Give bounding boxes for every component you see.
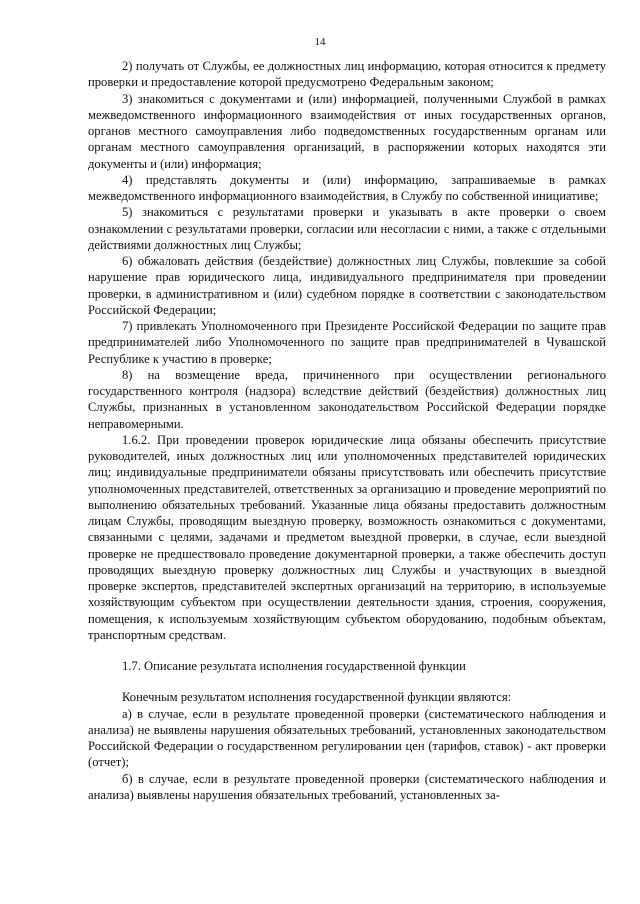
paragraph-result-b: б) в случае, если в результате проведенной проверки (систематического наблюдения и анализа) выявлены нарушения обязательных требований, установленных за- <box>88 771 606 802</box>
paragraph-item-5: 5) знакомиться с результатами проверки и указывать в акте проверки о своем ознакомлении с результатами проверки, согласии или несогласии с ними, а также с отдельными действиями должностных лиц Службы; <box>88 205 606 252</box>
document-body <box>88 58 606 803</box>
paragraph-item-3: 3) знакомиться с документами и (или) информацией, полученными Службой в рамках межведомственного информационного взаимодействия от иных государственных органов, органов местного самоуправления либо подведомственных государственным органам или органам местного самоуправления организаций, в распоряжении которых находятся эти документы и (или) информация; <box>88 91 606 171</box>
page-number: 14 <box>314 36 326 48</box>
section-heading: 1.7. Описание результата исполнения государственной функции <box>122 659 466 673</box>
paragraph-item-7: 7) привлекать Уполномоченного при Президенте Российской Федерации по защите прав предпринимателей либо Уполномоченного по защите прав предпринимателей в Чувашской Республике к участию в проверке; <box>88 319 606 366</box>
paragraph-item-8: 8) на возмещение вреда, причиненного при осуществлении регионального государственного контроля (надзора) вследствие действий (бездействия) должностных лиц Службы, признанных в установленном законодательством Российской Федерации порядке неправомерными. <box>88 367 606 431</box>
paragraph-result-a: а) в случае, если в результате проведенной проверки (систематического наблюдения и анализа) не выявлены нарушения обязательных требований, установленных законодательством Российской Федерации о государственном регулировании цен (тарифов, ставок) - акт проверки (отчет); <box>88 706 606 770</box>
paragraph-1-6-2: 1.6.2. При проведении проверок юридические лица обязаны обеспечить присутствие руководителей, иных должностных лиц или уполномоченных представителей юридических лиц; индивидуальные предприниматели обязаны присутствовать или обеспечить присутствие уполномоченных представителей, ответственных за организацию и проведение мероприятий по выполнению обязательных требований. Указанные лица обязаны предоставить должностным лицам Службы, проводящим выездную проверку, возможность ознакомиться с документами, связанными с целями, задачами и предметом выездной проверки, в случае, если выездной проверке не предшествовало проведение документарной проверки, а также обеспечить доступ проводящих выездную проверку должностных лиц Службы и участвующих в выездной проверке экспертов, представителей экспертных организаций на территорию, в используемые хозяйствующим субъектом при осуществлении деятельности здания, строения, сооружения, помещения, к используемым хозяйствующим субъектом оборудованию, подобным объектам, транспортным средствам. <box>88 432 606 642</box>
paragraph-item-2: 2) получать от Службы, ее должностных лиц информацию, которая относится к предмету проверки и предоставление которой предусмотрено Федеральным законом; <box>88 59 606 90</box>
paragraph-item-4: 4) представлять документы и (или) информацию, запрашиваемые в рамках межведомственного информационного взаимодействия, в Службу по собственной инициативе; <box>88 172 606 203</box>
paragraph-results-intro: Конечным результатом исполнения государственной функции являются: <box>122 690 512 705</box>
paragraph-item-6: 6) обжаловать действия (бездействие) должностных лиц Службы, повлекшие за собой нарушение прав юридического лица, индивидуального предпринимателя при проведении проверки, в административном и (или) судебном порядке в соответствии с законодательством Российской Федерации; <box>88 254 606 317</box>
